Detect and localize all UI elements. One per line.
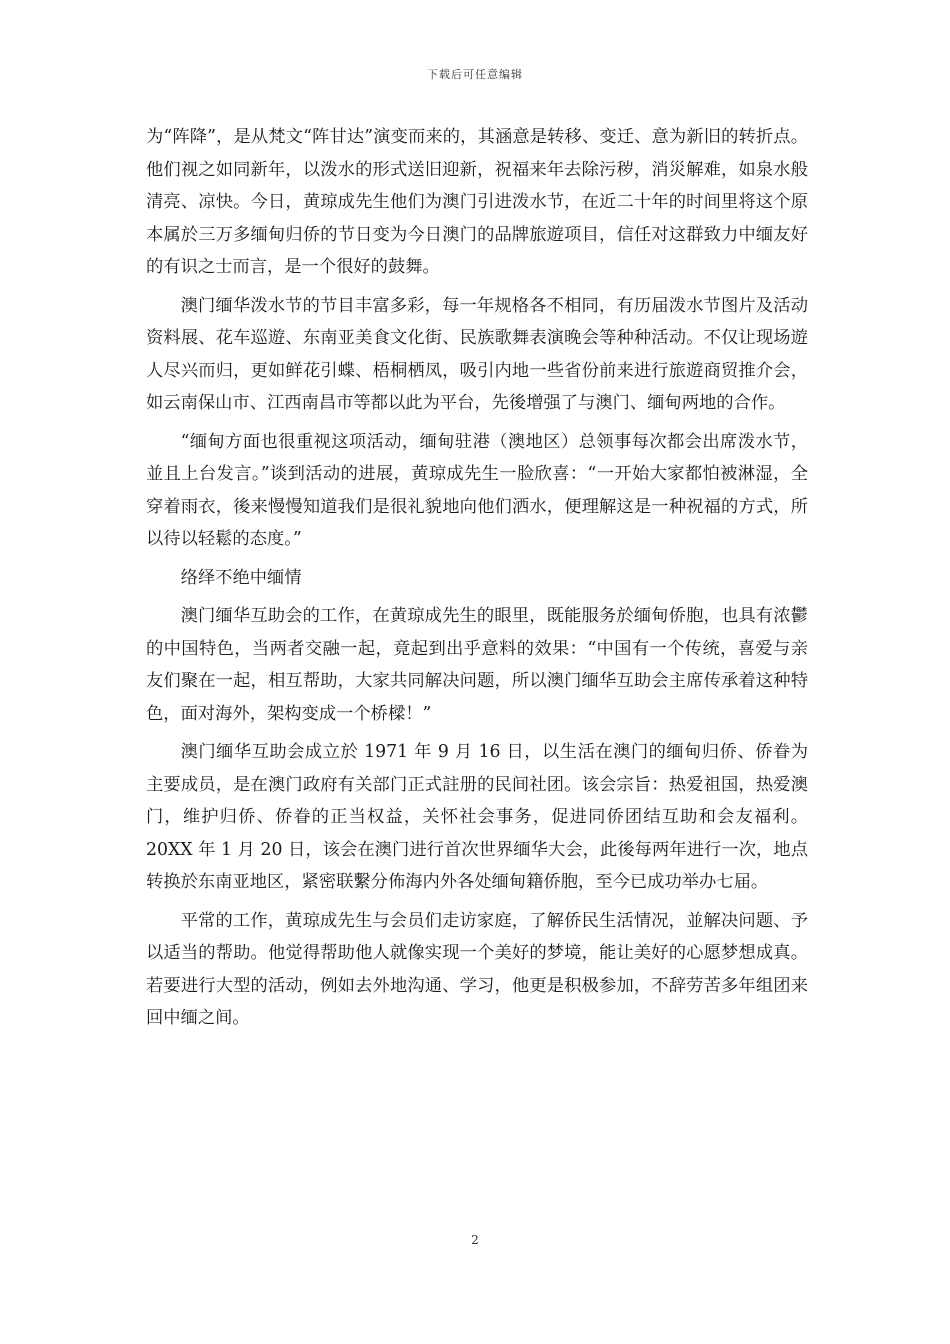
page-number: 2 [471, 1233, 479, 1247]
section-heading: 络绎不绝中缅情 [180, 567, 302, 588]
page-header: 下载后可任意编辑 [427, 68, 523, 81]
paragraph: “缅甸方面也很重视这项活动，缅甸驻港（澳地区）总领事每次都会出席泼水节，並且上台发言。”谈到活动的进展，黄琼成先生一脸欣喜：“一开始大家都怕被淋湿，全穿着雨衣，後来慢慢知道我们是很礼貌地向他们洒水，便理解这是一种祝福的方式，所以待以轻鬆的态度。” [146, 431, 808, 549]
paragraph: 平常的工作，黄琼成先生与会员们走访家庭，了解侨民生活情况，並解决问题、予以适当的帮助。他觉得帮助他人就像实现一个美好的梦境，能让美好的心愿梦想成真。若要进行大型的活动，例如去外地沟通、学习，他更是积极参加，不辞劳苦多年组团来回中缅之间。 [146, 910, 808, 1028]
paragraph: 澳门缅华互助会的工作，在黄琼成先生的眼里，既能服务於缅甸侨胞，也具有浓鬱的中国特色，当两者交融一起，竟起到出乎意料的效果：“中国有一个传统，喜爱与亲友们聚在一起，相互帮助，大家共同解决问题，所以澳门缅华互助会主席传承着这种特色，面对海外，架构变成一个桥樑！” [146, 606, 808, 724]
paragraph: 澳门缅华泼水节的节目丰富多彩，每一年规格各不相同，有历届泼水节图片及活动资料展、花车巡遊、东南亚美食文化街、民族歌舞表演晚会等种种活动。不仅让现场遊人尽兴而归，更如鲜花引蝶、梧桐栖凤，吸引内地一些省份前来进行旅遊商贸推介会，如云南保山市、江西南昌市等都以此为平台，先後增强了与澳门、缅甸两地的合作。 [146, 295, 808, 413]
paragraph: 为“阵降”，是从梵文“阵甘达”演变而来的，其涵意是转移、变迁、意为新旧的转折点。他们视之如同新年，以泼水的形式送旧迎新，祝福来年去除污秽，消災解难，如泉水般清亮、凉快。今日，黄琼成先生他们为澳门引进泼水节，在近二十年的时间里将这个原本属於三万多缅甸归侨的节日变为今日澳门的品牌旅遊项目，信任对这群致力中缅友好的有识之士而言，是一个很好的鼓舞。 [146, 127, 808, 277]
document-body [146, 121, 808, 1035]
paragraph: 澳门缅华互助会成立於 1971 年 9 月 16 日，以生活在澳门的缅甸归侨、侨眷为主要成员，是在澳门政府有关部门正式註册的民间社团。该会宗旨：热爱祖国，热爱澳门，维护归侨、侨眷的正当权益，关怀社会事务，促进同侨团结互助和会友福利。20XX 年 1 月 20 日，该会在澳门进行首次世界缅华大会，此後每两年进行一次，地点转换於东南亚地区，紧密联繫分佈海内外各处缅甸籍侨胞，至今已成功举办七届。 [146, 742, 808, 892]
